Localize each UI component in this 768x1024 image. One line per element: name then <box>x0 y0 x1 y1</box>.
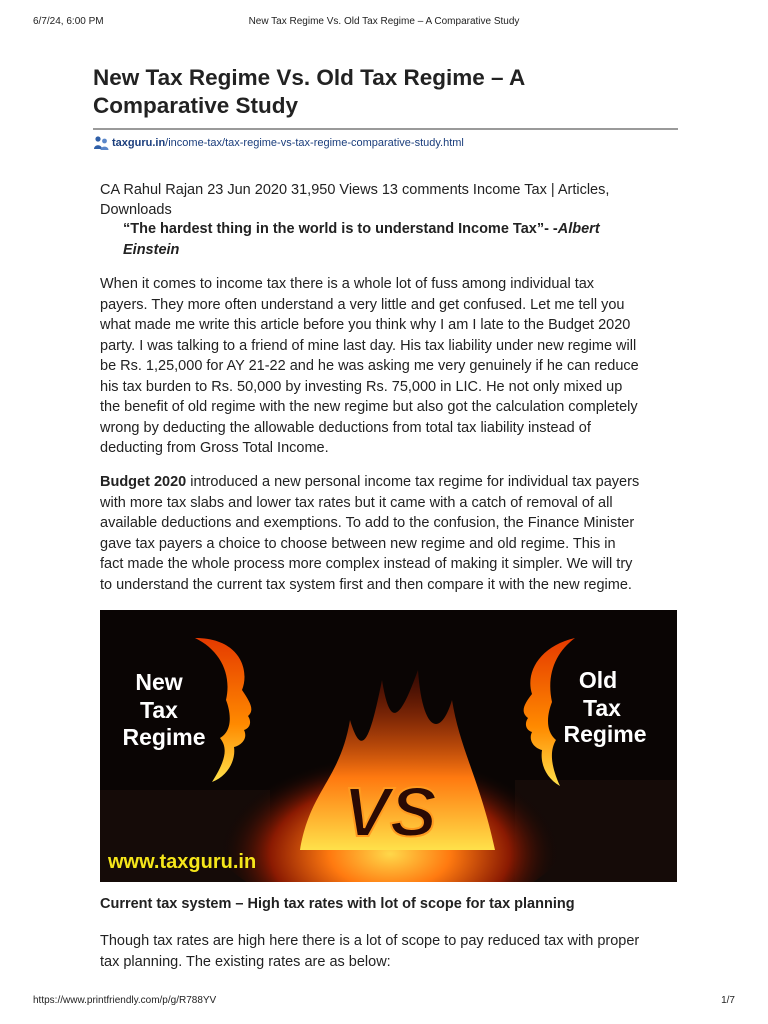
right-text-line: Old <box>578 667 618 693</box>
print-datetime: 6/7/24, 6:00 PM <box>33 16 104 27</box>
p1-line: his tax burden to Rs. 50,000 by investing Rs. 75,000 in LIC. He not only mixed up <box>100 378 623 395</box>
quote-block <box>123 219 663 261</box>
p2-line: with more tax slabs and lower tax rates but it came with a catch of removal of all <box>100 494 613 511</box>
article-title <box>93 64 678 120</box>
article-header <box>93 64 678 151</box>
p1-line: be Rs. 1,25,000 for AY 21-22 and he was asking me very genuinely if he can reduce <box>100 358 639 374</box>
source-path[interactable]: /income-tax/tax-regime-vs-tax-regime-comparative-study.html <box>165 137 464 149</box>
p1-line: When it comes to income tax there is a whole lot of fuss among individual tax <box>100 276 595 292</box>
print-header <box>0 16 768 30</box>
quote-author-surname: Einstein <box>123 242 180 258</box>
paragraph-intro <box>100 274 680 459</box>
print-footer <box>0 995 768 1009</box>
p1-line: deducting from Gross Total Income. <box>100 440 329 456</box>
p1-line: party. I was talking to a friend of mine last day. His tax liability under new regime will <box>100 337 637 354</box>
p2-line: available deductions and exemptions. To add to the confusion, the Finance Minister <box>100 515 635 531</box>
title-line-2: Comparative Study <box>93 93 299 118</box>
source-domain[interactable]: taxguru.in <box>112 137 166 149</box>
paragraph-current-system <box>100 931 680 972</box>
paragraph-budget <box>100 472 680 595</box>
p2-line: fact made the whole process more complex instead of making it simpler. We will try <box>100 556 633 572</box>
p2-line: to understand the current tax system first and then compare it with the new regime. <box>100 576 632 593</box>
title-divider <box>93 128 678 130</box>
p3-line: tax planning. The existing rates are as below: <box>100 953 391 970</box>
p1-line: what made me write this article before you think why I am I late to the Budget 2020 <box>100 317 631 333</box>
right-text-line: Regime <box>563 721 647 747</box>
vs-text: VS <box>343 773 437 851</box>
p2-line: gave tax payers a choice to choose between new regime and old regime. This in <box>100 535 616 552</box>
p1-line: wrong by deducting the allowable deductions from total tax liability instead of <box>100 419 591 436</box>
left-text-line: New <box>135 669 183 695</box>
people-icon <box>93 135 109 151</box>
right-text-line: Tax <box>583 695 621 721</box>
title-line-1: New Tax Regime Vs. Old Tax Regime – A <box>93 65 526 90</box>
meta-line-1: CA Rahul Rajan 23 Jun 2020 31,950 Views 13 comments Income Tax | Articles, <box>100 182 610 198</box>
footer-url[interactable]: https://www.printfriendly.com/p/g/R788YV <box>33 995 217 1006</box>
p1-line: the benefit of old regime with the new regime but also got the calculation completely <box>100 399 638 415</box>
p2-line: introduced a new personal income tax regime for individual tax payers <box>186 474 640 490</box>
p3-line: Though tax rates are high here there is a lot of scope to pay reduced tax with proper <box>100 933 640 949</box>
watermark-text: www.taxguru.in <box>108 851 257 873</box>
hero-image <box>100 610 677 882</box>
page-number: 1/7 <box>721 995 735 1006</box>
source-link[interactable] <box>93 135 678 151</box>
section-heading: Current tax system – High tax rates with lot of scope for tax planning <box>100 896 575 912</box>
quote-author: Albert <box>557 221 600 237</box>
hero-svg <box>100 610 677 882</box>
meta-line-2: Downloads <box>100 202 172 218</box>
print-doc-title: New Tax Regime Vs. Old Tax Regime – A Comparative Study <box>248 16 520 27</box>
budget-2020-bold: Budget 2020 <box>100 474 187 490</box>
quote-text: “The hardest thing in the world is to understand Income Tax”- - <box>123 221 558 237</box>
left-text-line: Tax <box>140 697 178 723</box>
left-text-line: Regime <box>122 724 206 750</box>
p1-line: payers. They more often understand a very little and get confused. Let me tell you <box>100 296 625 313</box>
article-meta <box>100 180 678 220</box>
